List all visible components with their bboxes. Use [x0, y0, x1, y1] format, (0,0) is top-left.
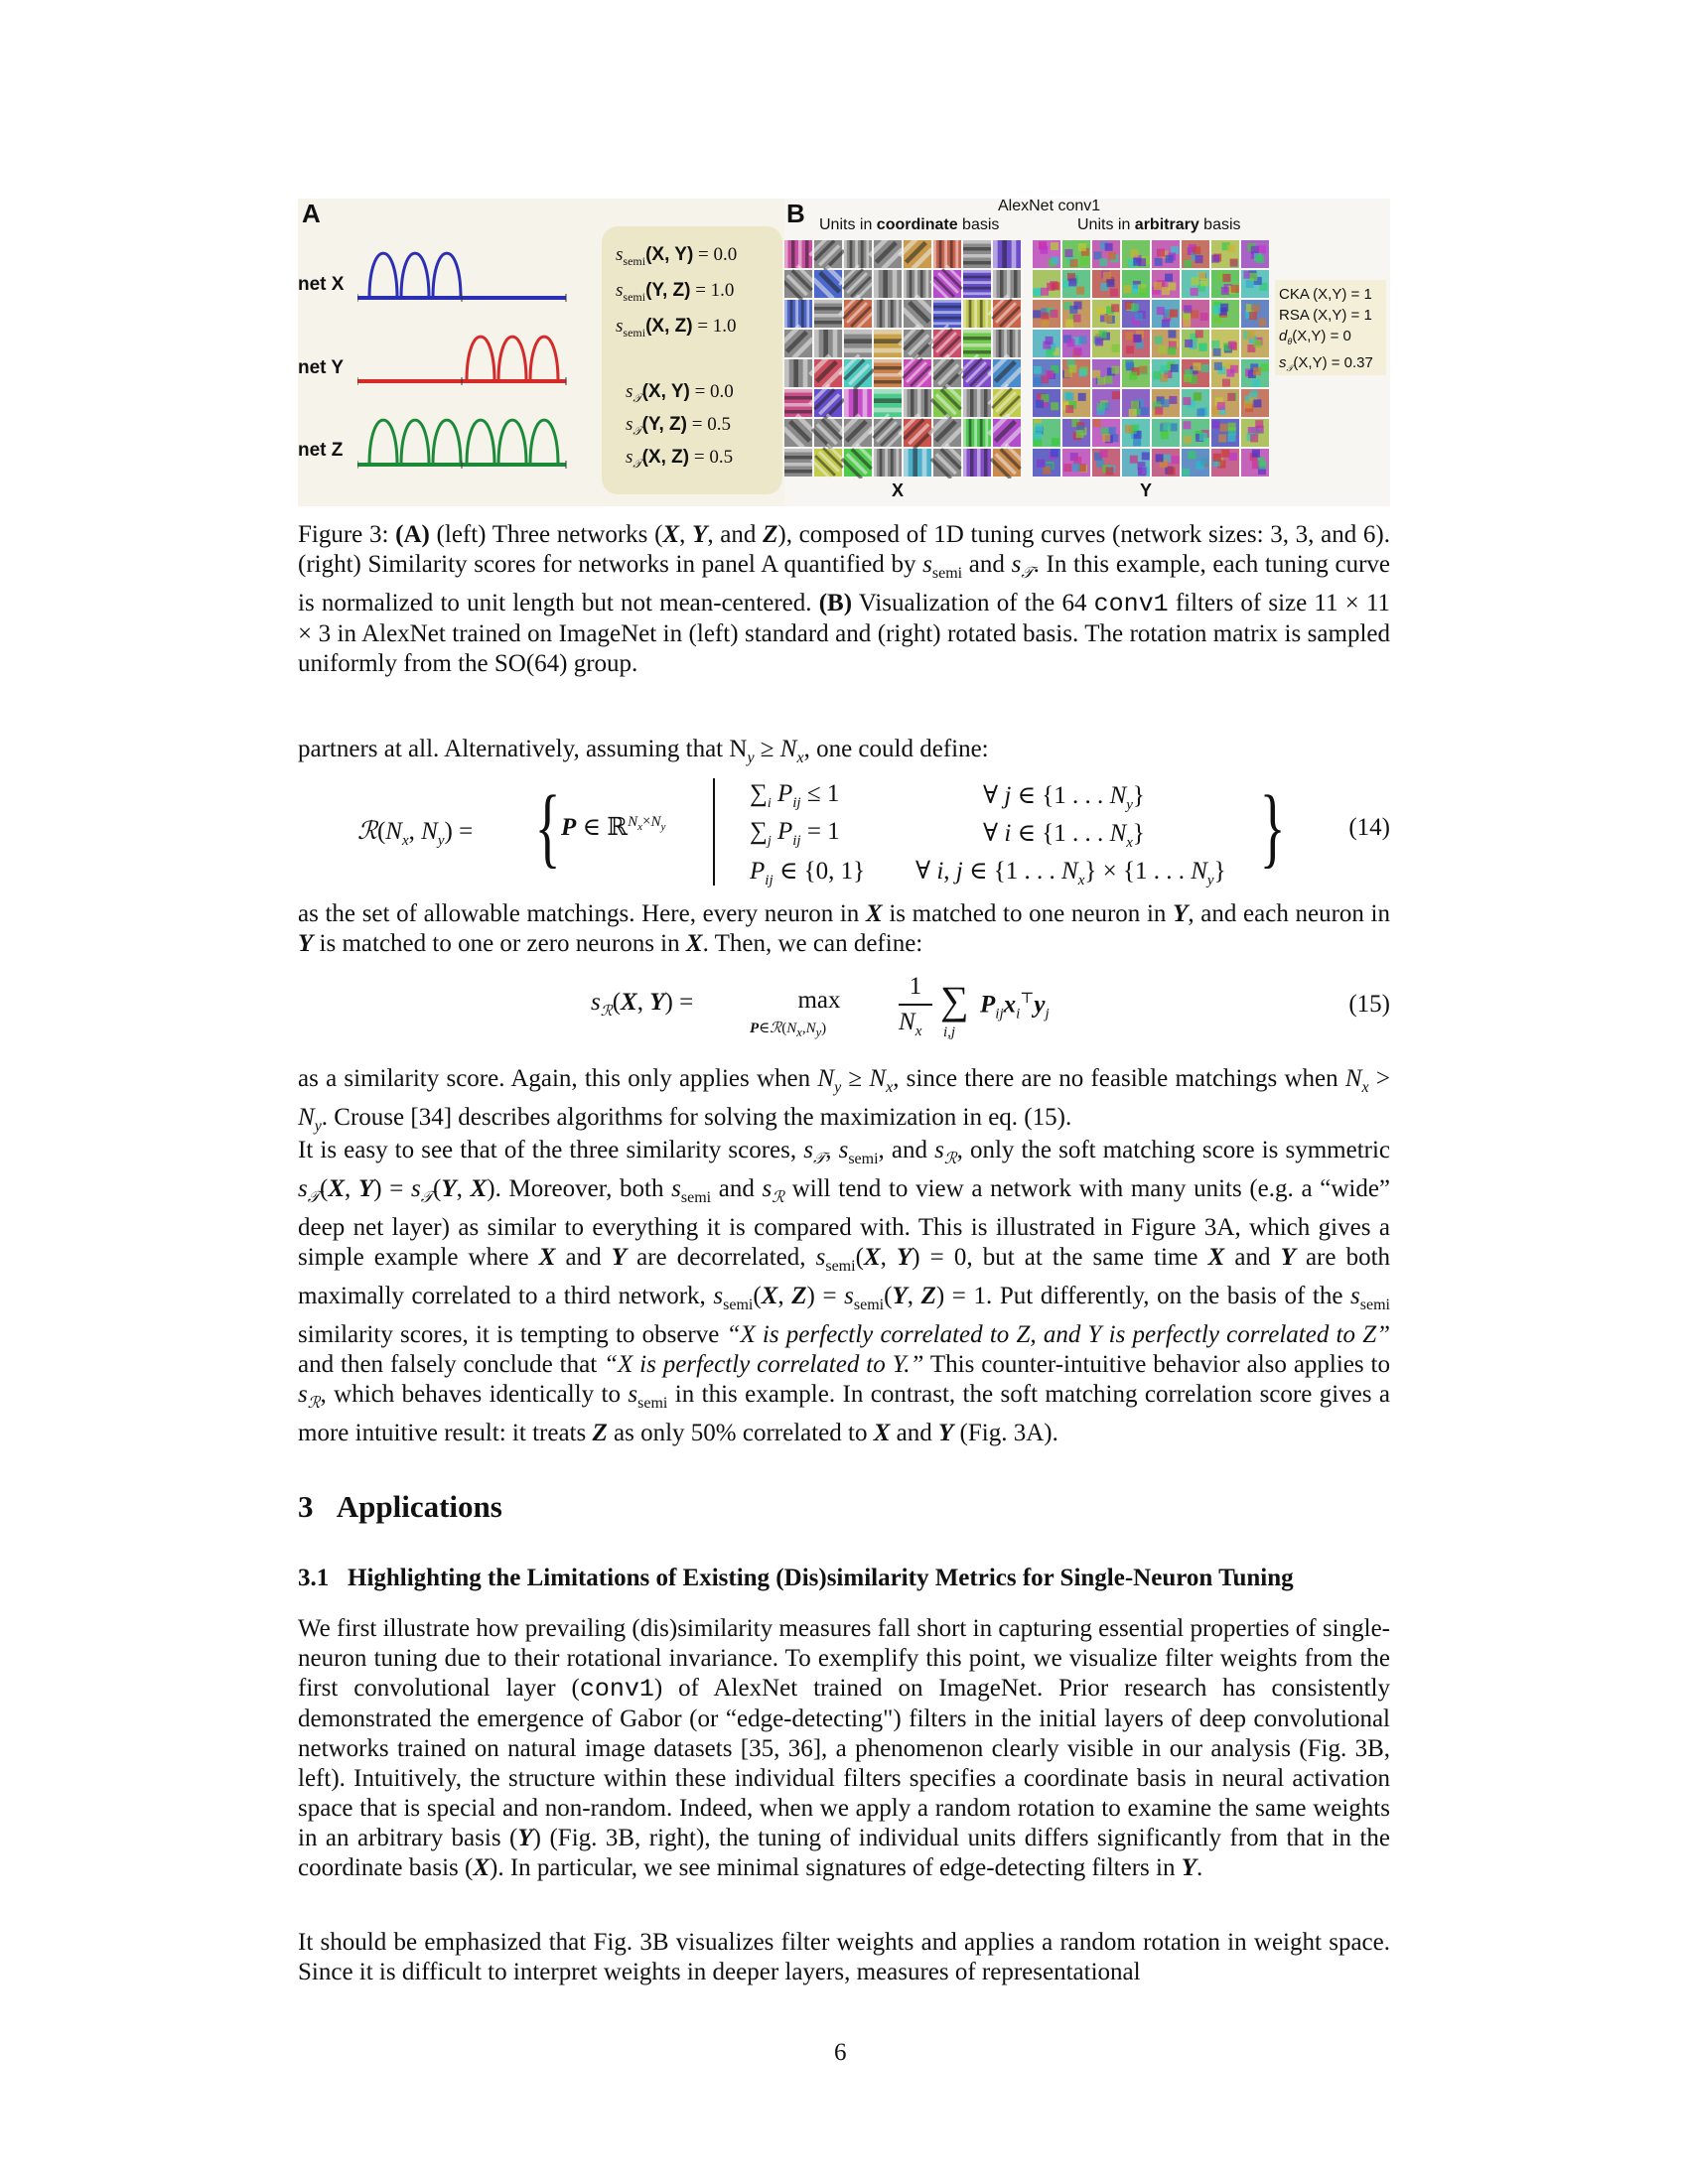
filter-2 [1062, 240, 1090, 268]
filter-44 [874, 389, 902, 417]
filter-36 [874, 359, 902, 387]
tuning-curve-net-z-6 [530, 420, 558, 465]
figure-caption: Figure 3: (A) (left) Three networks (X, Y, and Z), composed of 1D tuning curves (network sizes: 3, 3, and 6). (right) Similarity scores for networks in panel A quantified by $s_{semi}$ and $s_𝒯$. In this example, each tuning curve is normalized to unit length but not mean-centered. (B) Visualization of the 64 conv1 filters of size 11 × 11 × 3 in AlexNet trained on ImageNet in (left) standard and (right) rotated basis. The rotation matrix is sampled uniformly from the SO(64) group. [298, 521, 1391, 677]
filter-17 [1033, 300, 1060, 328]
filter-12 [874, 270, 902, 298]
filter-9 [784, 264, 818, 301]
filter-5 [1152, 240, 1180, 268]
filter-61 [904, 449, 931, 477]
filter-23 [1211, 300, 1239, 328]
filter-28 [874, 330, 902, 357]
filter-61 [1152, 449, 1180, 477]
filter-63 [963, 449, 991, 477]
filter-8 [993, 240, 1021, 268]
filter-56 [987, 413, 1023, 449]
filter-36 [1122, 359, 1150, 387]
filter-43 [1092, 389, 1120, 417]
filter-6 [933, 240, 961, 268]
metric-s: $s_𝒯(X,Y) = 0.37$ [1279, 354, 1373, 373]
filter-62 [1182, 449, 1209, 477]
filter-57 [784, 449, 812, 477]
filter-50 [1062, 419, 1090, 447]
filter-19 [1092, 300, 1120, 328]
filter-52 [1122, 419, 1150, 447]
filter-38 [1182, 359, 1209, 387]
tuning-curve-net-x-3 [433, 253, 461, 298]
filter-22 [1182, 300, 1209, 328]
paragraph-emphasized: It should be emphasized that Fig. 3B visualizes filter weights and applies a random rotation in weight space. Since it is difficult to interpret weights in deeper layers, measures of representational [298, 1929, 1390, 1985]
soft-score-xy: $s_𝒯(X$, Y) = 0.0 [626, 381, 734, 405]
filter-15 [963, 270, 991, 298]
filter-34 [1062, 359, 1090, 387]
filter-48 [1241, 389, 1269, 417]
paragraph-symmetric: It is easy to see that of the three similarity scores, $s_𝒯$, $s_{semi}$, and $s_ℛ$, only the soft matching score is symmetric $s_𝒯(X$, $Y) = s_𝒯(Y$, X). Moreover, both $s_{semi}$ and $s_ℛ$ will tend to view a network with many units (e.g. a “wide” deep net layer) as similar to everything it is compared with. This is illustrated in Figure 3A, which gives a simple example where X and Y are decorrelated, $s_{semi}(X$, Y) = 0, but at the same time X and Y are both maximally correlated to a third network, $s_{semi}(X$, $Z) = s_{semi}(Y$, Z) = 1. Put differently, on the basis of the $s_{semi}$ similarity scores, it is tempting to observe “X is perfectly correlated to Z, and Y is perfectly correlated to Z” and then falsely conclude that “X is perfectly correlated to Y.” This counter-intuitive behavior also applies to $s_ℛ$, which behaves identically to $s_{semi}$ in this example. In contrast, the soft matching correlation score gives a more intuitive result: it treats Z as only 50% correlated to X and Y (Fig. 3A). [298, 1137, 1391, 1446]
net-y-label: net Y [298, 357, 345, 378]
filter-24 [1241, 300, 1269, 328]
filter-18 [814, 300, 842, 328]
equation-14-number: (14) [1348, 814, 1390, 841]
filter-grid-coordinate [784, 240, 1023, 478]
filter-15 [1211, 270, 1239, 298]
panel-a-label: A [302, 199, 321, 228]
filter-35 [1092, 359, 1120, 387]
equation-14: $ℛ(N_x$, $N_y$) = { P ∈ ℝ$^{N_x\times N_y}$ $\sum_i$ $P_{ij} \le 1$ $\sum_j$ $P_{ij} = 1$ $P_{ij}$ ∈ {0, 1} ∀ j ∈ {1 . . . $N_y$} ∀ i ∈ {1 . . . $N_x$} ∀ i, j ∈ {1 . . . $N_x\} \times \{1$ . . . $N_y$} } [357, 778, 1286, 888]
filter-34 [808, 353, 844, 389]
tuning-curve-net-x-2 [401, 253, 429, 298]
filter-12 [1122, 270, 1150, 298]
panel-b-label: B [786, 199, 805, 228]
filter-64 [1241, 449, 1269, 477]
filter-22 [933, 300, 961, 328]
tuning-curve-net-x-1 [369, 253, 397, 298]
filter-27 [844, 330, 872, 357]
filter-11 [1092, 270, 1120, 298]
filter-20 [1122, 300, 1150, 328]
filter-46 [1182, 389, 1209, 417]
filter-23 [963, 300, 991, 328]
filter-13 [904, 270, 931, 298]
filter-56 [1241, 419, 1269, 447]
filter-28 [1122, 330, 1150, 357]
filter-35 [838, 353, 875, 390]
filter-53 [1152, 419, 1180, 447]
filter-13 [1152, 270, 1180, 298]
net-z-label: net Z [298, 440, 344, 461]
filter-16 [1241, 270, 1269, 298]
filter-54 [927, 413, 963, 449]
subsection-heading-3-1: 3.1 Highlighting the Limitations of Existing (Dis)similarity Metrics for Single-Neuron Tuning [298, 1565, 1294, 1591]
filter-24 [987, 294, 1023, 332]
filter-57 [1033, 449, 1060, 477]
metric-list [1279, 284, 1373, 379]
equation-15-number: (15) [1348, 991, 1390, 1018]
filter-25 [784, 324, 814, 359]
filter-40 [1241, 359, 1269, 387]
filter-20 [874, 300, 902, 328]
section-heading-applications: 3 Applications [298, 1489, 502, 1524]
filter-29 [1152, 330, 1180, 357]
filter-3 [844, 240, 872, 268]
tuning-curve-net-y-3 [530, 337, 558, 381]
filter-21 [902, 294, 937, 330]
page-number: 6 [834, 2039, 847, 2066]
paragraph-similarity-score: as a similarity score. Again, this only applies when $N_y \ge N_x$, since there are no feasible matchings when $N_x > N_y$. Crouse [34] describes algorithms for solving the maximization in eq. (15). [298, 1065, 1390, 1135]
filter-3 [1092, 240, 1120, 268]
filter-37 [1152, 359, 1180, 387]
tuning-curve-net-y-2 [498, 337, 526, 381]
filter-18 [1062, 300, 1090, 328]
filter-62 [930, 443, 967, 478]
filter-51 [838, 413, 874, 449]
filter-41 [784, 389, 812, 417]
net-x-label: net X [298, 274, 345, 295]
paragraph-partners: partners at all. Alternatively, assuming that $N_y \ge N_x$, one could define: [298, 736, 989, 766]
alexnet-title: AlexNet conv1 [998, 198, 1101, 214]
coordinate-basis-header: Units in coordinate basis [819, 216, 1000, 233]
filter-39 [1211, 359, 1239, 387]
filter-47 [1211, 389, 1239, 417]
paragraph-filter-weights: We first illustrate how prevailing (dis)similarity measures fall short in capturing essential properties of single-neuron tuning due to their rotational invariance. To exemplify this point, we visualize filter weights from the first convolutional layer (conv1) of AlexNet trained on ImageNet. Prior research has consistently demonstrated the emergence of Gabor (or “edge-detecting") filters in the initial layers of deep convolutional networks trained on natural image datasets [35, 36], a phenomenon clearly visible in our analysis (Fig. 3B, left). Intuitively, the structure within these individual filters specifies a coordinate basis in neural activation space that is special and non-random. Indeed, when we apply a random rotation to examine the same weights in an arbitrary basis (Y) (Fig. 3B, right), the tuning of individual units differs significantly from that in the coordinate basis (X). In particular, we see minimal signatures of edge-detecting filters in Y. [298, 1615, 1390, 1881]
filter-7 [1211, 240, 1239, 268]
filter-59 [1092, 449, 1120, 477]
filter-26 [1062, 330, 1090, 357]
tuning-curve-net-z-2 [401, 420, 429, 465]
filter-7 [963, 240, 991, 268]
filter-27 [1092, 330, 1120, 357]
filter-31 [963, 330, 991, 357]
metric-rsa: RSA (X,Y) = 1 [1279, 307, 1372, 324]
semi-scores [616, 244, 784, 351]
filter-58 [1062, 449, 1090, 477]
tuning-curve-net-z-3 [433, 420, 461, 465]
soft-scores [626, 381, 784, 479]
filter-16 [993, 270, 1021, 298]
semi-score-xz: $s_{semi}(X$, Z) = 1.0 [616, 316, 737, 340]
filter-5 [898, 240, 933, 270]
filter-26 [814, 330, 842, 357]
arbitrary-basis-header: Units in arbitrary basis [1077, 216, 1241, 233]
filter-33 [1033, 359, 1060, 387]
filter-54 [1182, 419, 1209, 447]
filter-59 [841, 443, 878, 478]
filter-32 [993, 330, 1021, 357]
tuning-curves-plot [357, 238, 576, 486]
soft-score-xz: $s_𝒯(X$, Z) = 0.5 [626, 447, 734, 471]
filter-64 [990, 443, 1023, 478]
filter-33 [784, 359, 812, 387]
filter-14 [1182, 270, 1209, 298]
filter-30 [1182, 330, 1209, 357]
filter-1 [1033, 240, 1060, 268]
grid-y-label: Y [1140, 480, 1153, 500]
filter-32 [1241, 330, 1269, 357]
tuning-curve-net-y-1 [467, 337, 494, 381]
filter-47 [963, 389, 991, 417]
filter-60 [1122, 449, 1150, 477]
grid-x-label: X [892, 480, 905, 500]
paragraph-matchings: as the set of allowable matchings. Here, every neuron in X is matched to one neuron in Y, and each neuron in Y is matched to one or zero neurons in X. Then, we can define: [298, 900, 1391, 957]
tuning-curve-net-z-5 [498, 420, 526, 465]
filter-9 [1033, 270, 1060, 298]
filter-45 [1152, 389, 1180, 417]
soft-score-yz: $s_𝒯(Y$, Z) = 0.5 [626, 414, 731, 438]
tuning-curve-net-z-1 [369, 420, 397, 465]
filter-4 [1122, 240, 1150, 268]
filter-41 [1033, 389, 1060, 417]
filter-8 [1241, 240, 1269, 268]
filter-44 [1122, 389, 1150, 417]
metric-d: $d_\theta(X,Y) = 0$ [1279, 328, 1351, 346]
filter-45 [904, 389, 931, 417]
filter-1 [784, 240, 812, 268]
filter-40 [987, 353, 1023, 389]
filter-25 [1033, 330, 1060, 357]
equation-15: $s_ℛ(X$, Y) = max $P\in ℛ(N_x,N_y)$ 1 $N_x$ ∑ i,j $P_{ij}x_i^⊤y_j$ [591, 973, 1050, 1040]
filter-4 [868, 240, 904, 270]
filter-31 [1211, 330, 1239, 357]
filter-42 [1062, 389, 1090, 417]
filter-17 [784, 300, 812, 328]
filter-55 [1211, 419, 1239, 447]
filter-49 [1033, 419, 1060, 447]
filter-43 [844, 389, 872, 417]
filter-60 [874, 449, 902, 477]
filter-55 [963, 419, 991, 447]
filter-grid-arbitrary [1033, 240, 1271, 478]
semi-score-yz: $s_{semi}(Y$, Z) = 1.0 [616, 280, 735, 304]
filter-51 [1092, 419, 1120, 447]
filter-14 [929, 264, 967, 302]
filter-10 [1062, 270, 1090, 298]
filter-21 [1152, 300, 1180, 328]
semi-score-xy: $s_{semi}(X$, Y) = 0.0 [616, 244, 738, 268]
tuning-curve-net-z-4 [467, 420, 494, 465]
filter-63 [1211, 449, 1239, 477]
metric-cka: CKA (X,Y) = 1 [1279, 286, 1372, 303]
filter-6 [1182, 240, 1209, 268]
